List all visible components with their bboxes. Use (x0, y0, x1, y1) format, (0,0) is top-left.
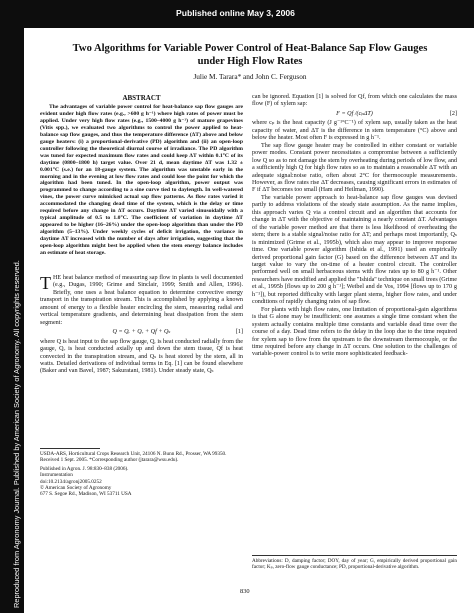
article-title (40, 42, 460, 68)
abbreviations: Abbreviations: D, damping factor; DOY, day of year; G, empirically derived proportional gain factor; Kₚ, zero-flow gauge conductance; PD, proportional-derivative algorithm. (252, 558, 457, 571)
right-column (252, 94, 457, 359)
equation-2-number: [2] (449, 110, 457, 117)
equation-1-body: Q = Qᵣ + Qᵥ + Qf + Qₛ (112, 329, 171, 336)
copyright-sidebar (0, 28, 24, 613)
footnotes (40, 451, 243, 498)
authors: Julie M. Tarara* and John C. Ferguson (193, 72, 307, 81)
title-line-2: under High Flow Rates (197, 56, 303, 67)
abstract-paragraph: The advantages of variable power control for heat-balance sap flow gauges are evident under high flow rates (e.g., >600 g h⁻¹) where high rates of power must be applied. Under very high flow rates (e.g., 1500–4000 g h⁻¹) of mature grapevines (Vitis spp.), we evaluated two algorithms to control the power applied to heat-balance sap flow gauges, and thus the temperature difference (ΔT) above and below gauge heaters: (i) a proportional-derivative (PD) algorithm and (ii) an open-loop controller following the theoretical diurnal course of irradiance. The PD algorithm was tuned for expected maximum flow rates and could keep ΔT within 0.1°C of its daytime (0800–1800 h) target value. Over 21 d, mean daytime ΔT was 1.32 ± 0.001°C (s.e.) for an 18-gauge system. The algorithm was unstable early in the morning and in the evening at low flow rates and could lose the point for which the algorithm had been tuned. In the open-loop algorithm, power output was programmed to change according to a sine curve tied to daylength. In well-watered vines, the power curve mimicked actual sap flow patterns. As flow rates varied it accommodated the changing dead time of the system, which is the delay or time required before any change in ΔT occurs. Daytime ΔT varied sinusoidally with a typical amplitude of 0.5 to 1.0°C. The coefficient of variation in daytime ΔT appeared to be higher (16–26%) under the open-loop algorithm than under the PD algorithm (5–13%). Under weekly cycles of deficit irrigation, the variance in daytime ΔT increased with the number of days after irrigation, suggesting that the open-loop algorithm might best be applied when the stem energy balance includes an estimate of heat storage. (40, 104, 243, 257)
abbreviations-rule (252, 555, 457, 556)
right-paragraph-4: The variable power approach to heat-balance sap flow gauges was devised partly to address violations of the steady state assumption. As the name implies, this approach varies Q via a control circuit and an algorithm that accounts for change in ΔT with the objective of maintaining a nearly constant ΔT. Advantages of the variable power method are that there is less likelihood of overheating the stem; there is a stable signal/noise ratio for ΔT; and perhaps most importantly, Qₛ is minimized (Grime et al., 1995b), which also may appear to improve response time. One variable power algorithm (Ishida et al., 1991) used an empirically derived proportional gain factor (G) based on the difference between ΔT and its target value to vary the on-time of a heater control circuit. The controller performed well on small herbaceous stems with flow rates up to 80 g h⁻¹. Other researchers have modified and applied the ''Ishida'' technique on small trees (Grime et al., 1995b [flows up to 200 g h⁻¹]; Weibel and de Vos, 1994 [flows up to 170 g h⁻¹]), but reported difficulty with larger plant stems, higher flow rates, and under conditions of rapidly changing rates of sap flow. (252, 194, 457, 306)
intro-paragraph-2: where Q is heat input to the sap flow gauge, Qᵣ is heat conducted radially from the gauge, Qᵥ is heat conducted axially up and down the stem tissue, Qf is heat convected in the transpiration stream, and Qₛ is heat stored by the stem, all in watts. Detailed derivations of individual terms in Eq. [1] can be found elsewhere (Baker and van Bavel, 1987; Sakuratani, 1981). Under steady state, Qₛ (40, 338, 243, 375)
footnote-affiliation: USDA-ARS, Horticultural Crops Research Unit, 24106 N. Bunn Rd., Prosser, WA 99350. Received 1 Sept. 2005. *Corresponding author (jtarara@wsu.edu). (40, 451, 227, 464)
publication-date: Published online May 3, 2006 (176, 8, 295, 18)
drop-cap: T (40, 273, 51, 293)
page-number: 830 (240, 588, 250, 595)
intro-text-1: HE heat balance method of measuring sap flow in plants is well documented (e.g., Dugas, 1990; Grime and Sinclair, 1999; Smith and Allen, 1996). Briefly, one uses a heat balance equation to determine convective energy transport in the transpiration stream. This is accomplished by applying a known amount of energy to a flexible heater encircling the stem, measuring radial and vertical temperature gradients, and determining heat dissipation from the stem segment: (40, 275, 243, 326)
equation-1 (40, 329, 243, 336)
footnote-rule (40, 448, 100, 449)
intro-column (40, 275, 243, 376)
footnote-address: 677 S. Segoe Rd., Madison, WI 53711 USA (40, 491, 132, 498)
abstract-text (40, 104, 243, 257)
equation-1-number: [1] (235, 329, 243, 336)
abstract-heading: ABSTRACT (122, 94, 161, 102)
footnote-copyright: © American Society of Agronomy (40, 485, 112, 492)
equation-2 (252, 111, 457, 118)
intro-paragraph-1 (40, 275, 243, 327)
title-line-1: Two Algorithms for Variable Power Control of Heat-Balance Sap Flow Gauges (72, 43, 428, 54)
footnote-section: Instrumentation (40, 472, 73, 479)
copyright-notice: Reproduced from Agronomy Journal. Published by American Society of Agronomy. All copyrights reserved. (12, 260, 21, 608)
equation-2-body: F = Qf /(cₚΔT) (336, 110, 373, 117)
right-paragraph-2: where cₚ is the heat capacity (J g⁻¹°C⁻¹) of xylem sap, usually taken as the heat capacity of water, and ΔT is the difference in stem temperature (°C) above and below the heater. Most often F is expressed in g h⁻¹. (252, 120, 457, 142)
footnote-doi: doi:10.2134/agronj2005.0252 (40, 478, 102, 485)
right-paragraph-5: For plants with high flow rates, one limitation of proportional-gain algorithms is that G alone may be insufficient: one assumes a single time constant when the system actually contains multiple time constants and variable dead time over the course of a day. Dead time refers to the delay in the loop due to the time required for xylem sap to flow from the upstream to the downstream thermocouple, or the time required before any change in ΔT occurs. One solution to the challenges of variable-power control is to write more sophisticated feedback- (252, 306, 457, 358)
publication-banner (0, 0, 474, 28)
right-paragraph-1: can be ignored. Equation [1] is solved for Qf, from which one calculates the mass flow (F) of xylem sap: (252, 94, 457, 108)
right-paragraph-3: The sap flow gauge heater may be controlled in either constant or variable power modes. Constant power necessitates a compromise between a sufficiently low Q so as to not damage the stem by overheating during periods of low flow, and a sufficiently high Q for high flow rates so as to maintain a reasonable ΔT with an adequate signal:noise ratio, often about 2°C for thermocouple measurements. However, as flow rates rise ΔT decreases, causing significant errors in estimates of F if ΔT becomes too small (Ham and Heilman, 1990). (252, 142, 457, 194)
footnote-published: Published in Agron. J. 98:830–838 (2006). (40, 465, 129, 472)
